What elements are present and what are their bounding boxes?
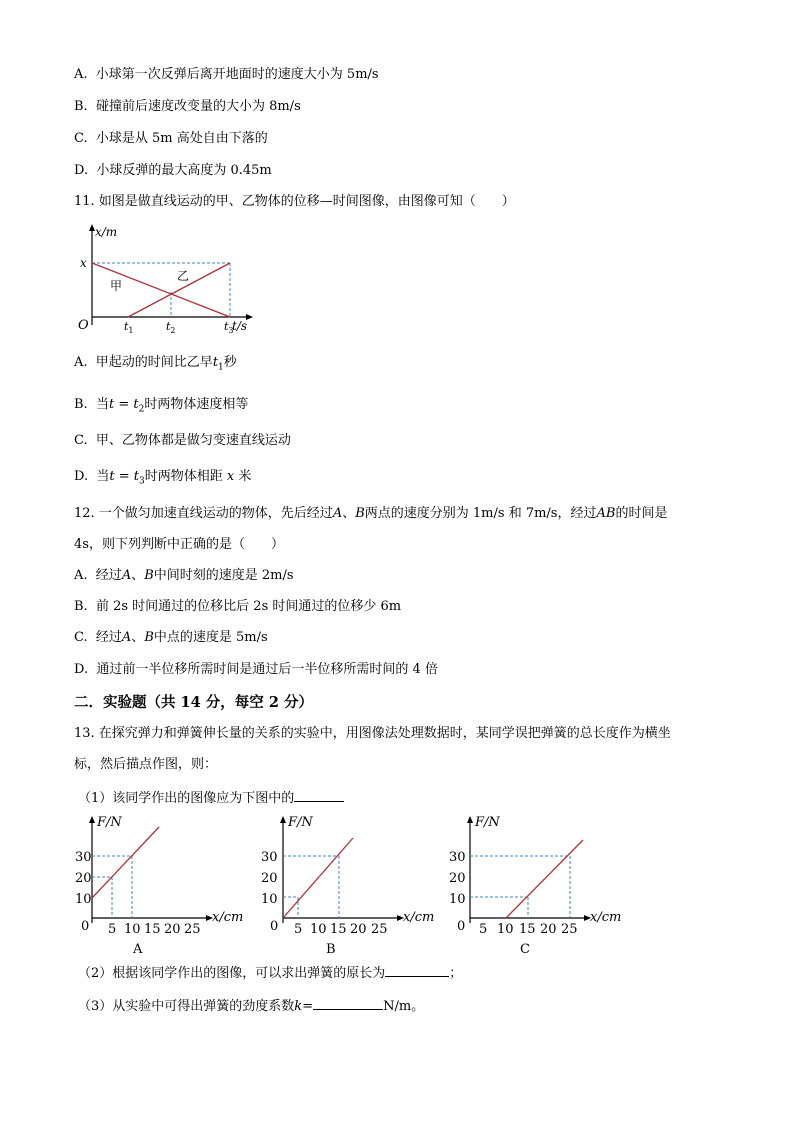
q13a-caption: A	[133, 942, 143, 957]
q13b-ytick-20: 20	[261, 871, 278, 886]
q13b-xtick-20: 20	[350, 922, 367, 937]
q13b-x-label: x/cm	[403, 910, 435, 925]
q11-option-a: A. 甲起动的时间比乙早$t_1$秒	[74, 355, 237, 373]
q11-option-b: B. 当$t = t_2$时两物体速度相等	[74, 397, 249, 415]
q13a-xtick-25: 25	[184, 922, 201, 937]
q11-xt-graph	[72, 222, 272, 342]
q11-tick-t2: $t_2$	[166, 320, 176, 335]
q13-graph-a	[72, 808, 242, 958]
q13-part2: （2）根据该同学作出的图像，可以求出弹簧的原长为 ；	[78, 963, 462, 983]
q13c-line	[506, 840, 583, 918]
q12-option-b: B. 前 2s 时间通过的位移比后 2s 时间通过的位移少 6m	[74, 599, 402, 614]
q13a-xtick-15: 15	[144, 922, 161, 937]
q13b-xtick-25: 25	[371, 922, 388, 937]
q13a-y-label: F/N	[97, 815, 122, 830]
q13b-xtick-15: 15	[330, 922, 347, 937]
q13b-ytick-30: 30	[261, 850, 278, 865]
q10-option-a: A. 小球第一次反弹后离开地面时的速度大小为 5m/s	[74, 67, 379, 82]
q13-graph-b	[263, 808, 433, 958]
q13b-xtick-10: 10	[310, 922, 327, 937]
q13a-ytick-10: 10	[75, 892, 92, 907]
q13a-y-arrow	[89, 816, 95, 823]
q13c-origin: 0	[457, 919, 466, 934]
q13c-xtick-10: 10	[497, 922, 514, 937]
q13c-ytick-20: 20	[449, 871, 466, 886]
q13a-x-label: x/cm	[212, 910, 244, 925]
q11-x-label: t/s	[232, 319, 248, 333]
q11-tick-t3: $t_3$	[224, 320, 234, 335]
q10-option-c: C. 小球是从 5m 高处自由下落的	[74, 131, 268, 146]
q11-tick-t1: $t_1$	[124, 320, 134, 335]
q13c-ytick-30: 30	[449, 850, 466, 865]
q12-stem-line1: 12. 一个做匀加速直线运动的物体，先后经过A、B两点的速度分别为 1m/s 和 7m/s，经过AB的时间是	[74, 506, 668, 521]
q13b-line	[283, 838, 353, 918]
q13b-caption: B	[326, 942, 336, 957]
q11-option-d: D. 当$t = t_3$时两物体相距 x 米	[74, 469, 252, 487]
q13a-xtick-5: 5	[108, 922, 117, 937]
q13b-y-arrow	[280, 816, 286, 823]
q12-stem-line2: 4s，则下列判断中正确的是（ ）	[74, 537, 284, 552]
q13-stem-line1: 13. 在探究弹力和弹簧伸长量的关系的实验中，用图像法处理数据时，某同学误把弹簧的总长度作为横坐	[74, 726, 671, 741]
q13-part3: （3）从实验中可得出弹簧的劲度系数k= N/m。	[78, 996, 424, 1016]
q13a-ytick-30: 30	[75, 850, 92, 865]
q13c-xtick-15: 15	[519, 922, 536, 937]
q13c-x-label: x/cm	[590, 910, 622, 925]
q13b-origin: 0	[270, 919, 279, 934]
q10-option-b: B. 碰撞前后速度改变量的大小为 8m/s	[74, 99, 301, 114]
q13c-ytick-10: 10	[449, 892, 466, 907]
q11-x-arrow	[246, 314, 253, 320]
q11-origin: O	[78, 318, 89, 333]
q10-option-d: D. 小球反弹的最大高度为 0.45m	[74, 163, 272, 178]
q13a-ytick-20: 20	[75, 871, 92, 886]
q13-part1-blank[interactable]	[294, 788, 344, 802]
q12-option-a: A. 经过A、B中间时刻的速度是 2m/s	[74, 568, 294, 583]
q13b-xtick-5: 5	[294, 922, 303, 937]
q13b-y-label: F/N	[288, 815, 313, 830]
q11-label-jia: 甲	[110, 279, 123, 293]
q13c-y-arrow	[467, 816, 473, 823]
q11-stem: 11. 如图是做直线运动的甲、乙物体的位移—时间图像，由图像可知（ ）	[74, 194, 515, 209]
q13c-y-label: F/N	[475, 815, 500, 830]
q12-option-c: C. 经过A、B中点的速度是 5m/s	[74, 630, 268, 645]
q13a-xtick-20: 20	[164, 922, 181, 937]
q11-y-label: x/m	[95, 225, 118, 239]
q13c-xtick-20: 20	[540, 922, 557, 937]
q13a-line	[92, 827, 159, 898]
q13a-xtick-10: 10	[124, 922, 141, 937]
q13c-xtick-5: 5	[479, 922, 488, 937]
q11-label-yi: 乙	[177, 269, 190, 283]
q12-option-d: D. 通过前一半位移所需时间是通过后一半位移所需时间的 4 倍	[74, 662, 438, 677]
q13-part3-blank[interactable]	[313, 996, 383, 1010]
q13c-caption: C	[520, 942, 530, 957]
q13a-origin: 0	[81, 919, 90, 934]
q13c-xtick-25: 25	[561, 922, 578, 937]
q13-part2-blank[interactable]	[385, 963, 449, 977]
q11-option-c: C. 甲、乙物体都是做匀变速直线运动	[74, 433, 291, 448]
q13-graph-c	[450, 808, 630, 958]
section2-title: 二．实验题（共 14 分，每空 2 分）	[74, 694, 313, 711]
q11-y-mark: x	[80, 256, 87, 270]
q13-stem-line2: 标，然后描点作图，则：	[74, 757, 218, 772]
q13-part1: （1）该同学作出的图像应为下图中的	[78, 788, 344, 808]
q13b-ytick-10: 10	[261, 892, 278, 907]
